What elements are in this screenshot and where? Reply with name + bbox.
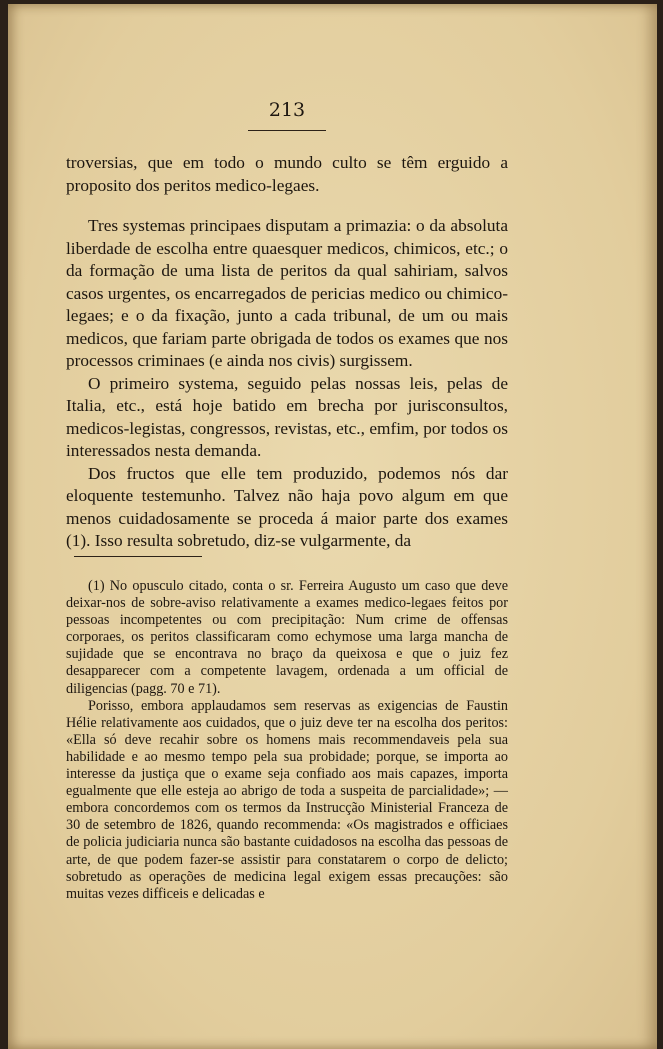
page-number: 213	[268, 99, 306, 121]
footnote: Porisso, embora applaudamos sem reservas as exigencias de Faustin Hélie relativamente aos cuidados, que o juiz deve ter na escolha dos peritos: «Ella só deve recahir sobre os homens mais recommendaveis pela sua habilidade e ao mesmo tempo pela sua probidade; porque, se importa ao interesse da justiça que o exame seja confiado aos mais capazes, importa egualmente que elle esteja ao abrigo de toda a suspeita de parcialidade»; — embora concordemos com os termos da Instrucção Ministerial Franceza de 30 de setembro de 1826, quando recommenda: «Os magistrados e officiaes de policia judiciaria nunca são bastante cuidadosos na escolha das pessoas de arte, de que podem fazer-se assistir para constatarem o corpo de delicto; sobretudo as operações de medicina legal exigem essas precauções: são muitas vezes difficeis e delicadas e	[66, 697, 508, 902]
footnote: (1) No opusculo citado, conta o sr. Ferreira Augusto um caso que deve deixar-nos de sobre-aviso relativamente a exames medico-legaes feitos por pessoas incompetentes ou com precipitação: Num crime de offensas corporaes, os peritos classificaram como echymose uma larga mancha de sujidade que se encontrava no braço da queixosa e que o juiz fez desapparecer com a competente lavagem, ordenada a um official de diligencias (pagg. 70 e 71).	[66, 578, 508, 697]
footnotes	[66, 578, 508, 903]
paragraph: Dos fructos que elle tem produzido, podemos nós dar eloquente testemunho. Talvez não haja povo algum em que menos cuidadosamente se proceda á maior parte dos exames (1). Isso resulta sobretudo, diz-se vulgarmente, da	[66, 463, 508, 550]
main-text	[66, 152, 508, 553]
paragraph: troversias, que em todo o mundo culto se têm erguido a proposito dos peritos medico-legaes.	[66, 153, 508, 195]
header-rule	[248, 130, 326, 131]
book-page	[8, 4, 657, 1049]
paragraph: O primeiro systema, seguido pelas nossas leis, pelas de Italia, etc., está hoje batido em brecha por jurisconsultos, medicos-legistas, congressos, revistas, etc., emfim, por todos os interessados nesta demanda.	[66, 373, 508, 460]
footnote-rule	[74, 556, 202, 557]
paragraph: Tres systemas principaes disputam a primazia: o da absoluta liberdade de escolha entre quaesquer medicos, chimicos, etc.; o da formação de uma lista de peritos da qual sahiriam, salvos casos urgentes, os encarregados de pericias medico ou chimico-legaes; e o da fixação, junto a cada tribunal, de um ou mais medicos, que fariam parte obrigada de todos os exames que nos processos criminaes (e ainda nos civis) surgissem.	[66, 216, 508, 370]
